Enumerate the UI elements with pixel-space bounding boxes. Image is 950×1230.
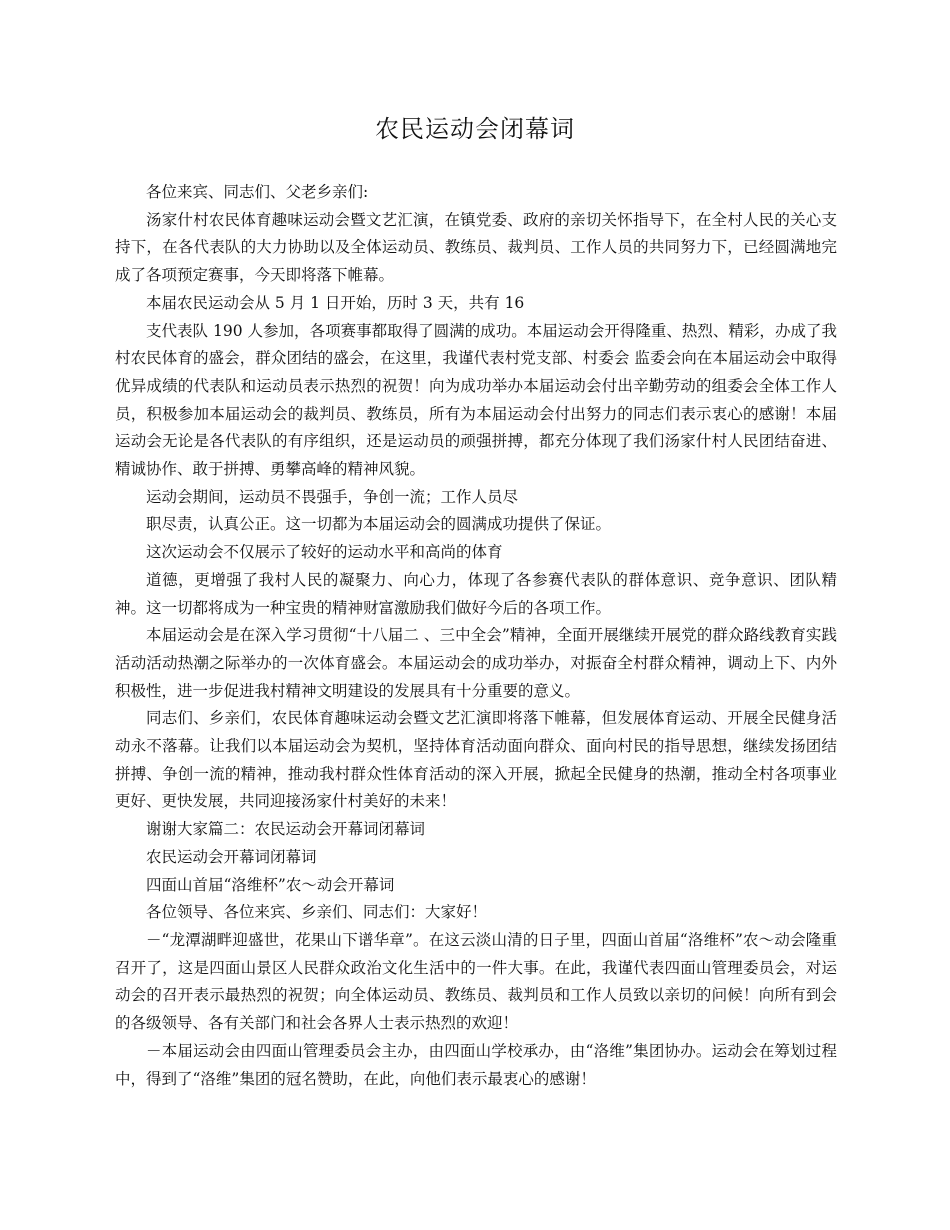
paragraph-opening: 汤家什村农民体育趣味运动会暨文艺汇演，在镇党委、政府的亲切关怀指导下，在全村人民的关心支持下，在各代表队的大力协助以及全体运动员、教练员、裁判员、工作人员的共同努力下，已经圆满地完成了各项预定赛事，今天即将落下帷幕。: [115, 210, 837, 285]
paragraph-duration: 本届农民运动会从 5 月 1 日开始，历时 3 天，共有 16: [146, 293, 525, 312]
paragraph-significance: 本届运动会是在深入学习贯彻“十八届二 、三中全会”精神，全面开展继续开展党的群众路线教育实践活动活动热潮之际举办的一次体育盛会。本届运动会的成功举办，对振奋全村群众精神，调动上下、内外积极性，进一步促进我村精神文明建设的发展具有十分重要的意义。: [115, 626, 837, 700]
paragraph-subtitle: 农民运动会开幕词闭幕词: [146, 847, 317, 866]
paragraph-part-two-heading: 谢谢大家篇二：农民运动会开幕词闭幕词: [146, 820, 426, 839]
document-body: [115, 179, 837, 1093]
paragraph-showcase: 这次运动会不仅展示了较好的运动水平和高尚的体育: [146, 543, 503, 562]
paragraph-salutation: 各位领导、各位来宾、乡亲们、同志们：大家好！: [146, 903, 488, 922]
paragraph-celebration: －“龙潭湖畔迎盛世，花果山下谱华章”。在这云淡山清的日子里，四面山首届“洛维杯”农～动会隆重召开了，这是四面山景区人民群众政治文化生活中的一件大事。在此，我谨代表四面山管理委员会，对运动会的召开表示最热烈的祝贺；向全体运动员、教练员、裁判员和工作人员致以亲切的问候！向所有到会的各级领导、各有关部门和社会各界人士表示热烈的欢迎！: [115, 930, 837, 1033]
paragraph-morality: 道德，更增强了我村人民的凝聚力、向心力，体现了各参赛代表队的群体意识、竞争意识、团队精神。这一切都将成为一种宝贵的精神财富激励我们做好今后的各项工作。: [115, 570, 837, 617]
paragraph-greeting: 各位来宾、同志们、父老乡亲们:: [146, 183, 369, 201]
paragraph-organizers: －本届运动会由四面山管理委员会主办，由四面山学校承办，由“洛维”集团协办。运动会在筹划过程中，得到了“洛维”集团的冠名赞助，在此，向他们表示最衷心的感谢！: [115, 1041, 837, 1088]
paragraph-thanks: 支代表队 190 人参加，各项赛事都取得了圆满的成功。本届运动会开得隆重、热烈、精彩，办成了我村农民体育的盛会，群众团结的盛会，在这里，我谨代表村党支部、村委会 监委会向在本届运动会中取得优异成绩的代表队和运动员表示热烈的祝贺！向为成功举办本届运动会付出辛勤劳动的组委会全体工作人员，积极参加本届运动会的裁判员、教练员，所有为本届运动会付出努力的同志们表示衷心的感谢！本届运动会无论是各代表队的有序组织，还是运动员的顽强拼搏，都充分体现了我们汤家什村人民团结奋进、精诚协作、敢于拼搏、勇攀高峰的精神风貌。: [115, 321, 837, 479]
paragraph-opening-speech-title: 四面山首届“洛维杯”农～动会开幕词: [146, 875, 395, 894]
document-title: 农民运动会闭幕词: [375, 115, 575, 143]
paragraph-athletes: 运动会期间，运动员不畏强手，争创一流；工作人员尽: [146, 487, 519, 506]
paragraph-closing-call: 同志们、乡亲们，农民体育趣味运动会暨文艺汇演即将落下帷幕，但发展体育运动、开展全民健身活动永不落幕。让我们以本届运动会为契机，坚持体育活动面向群众、面向村民的指导思想，继续发扬团结拼搏、争创一流的精神，推动我村群众性体育活动的深入开展，掀起全民健身的热潮，推动全村各项事业更好、更快发展，共同迎接汤家什村美好的未来！: [115, 709, 837, 811]
paragraph-staff: 职尽责，认真公正。这一切都为本届运动会的圆满成功提供了保证。: [146, 515, 612, 534]
